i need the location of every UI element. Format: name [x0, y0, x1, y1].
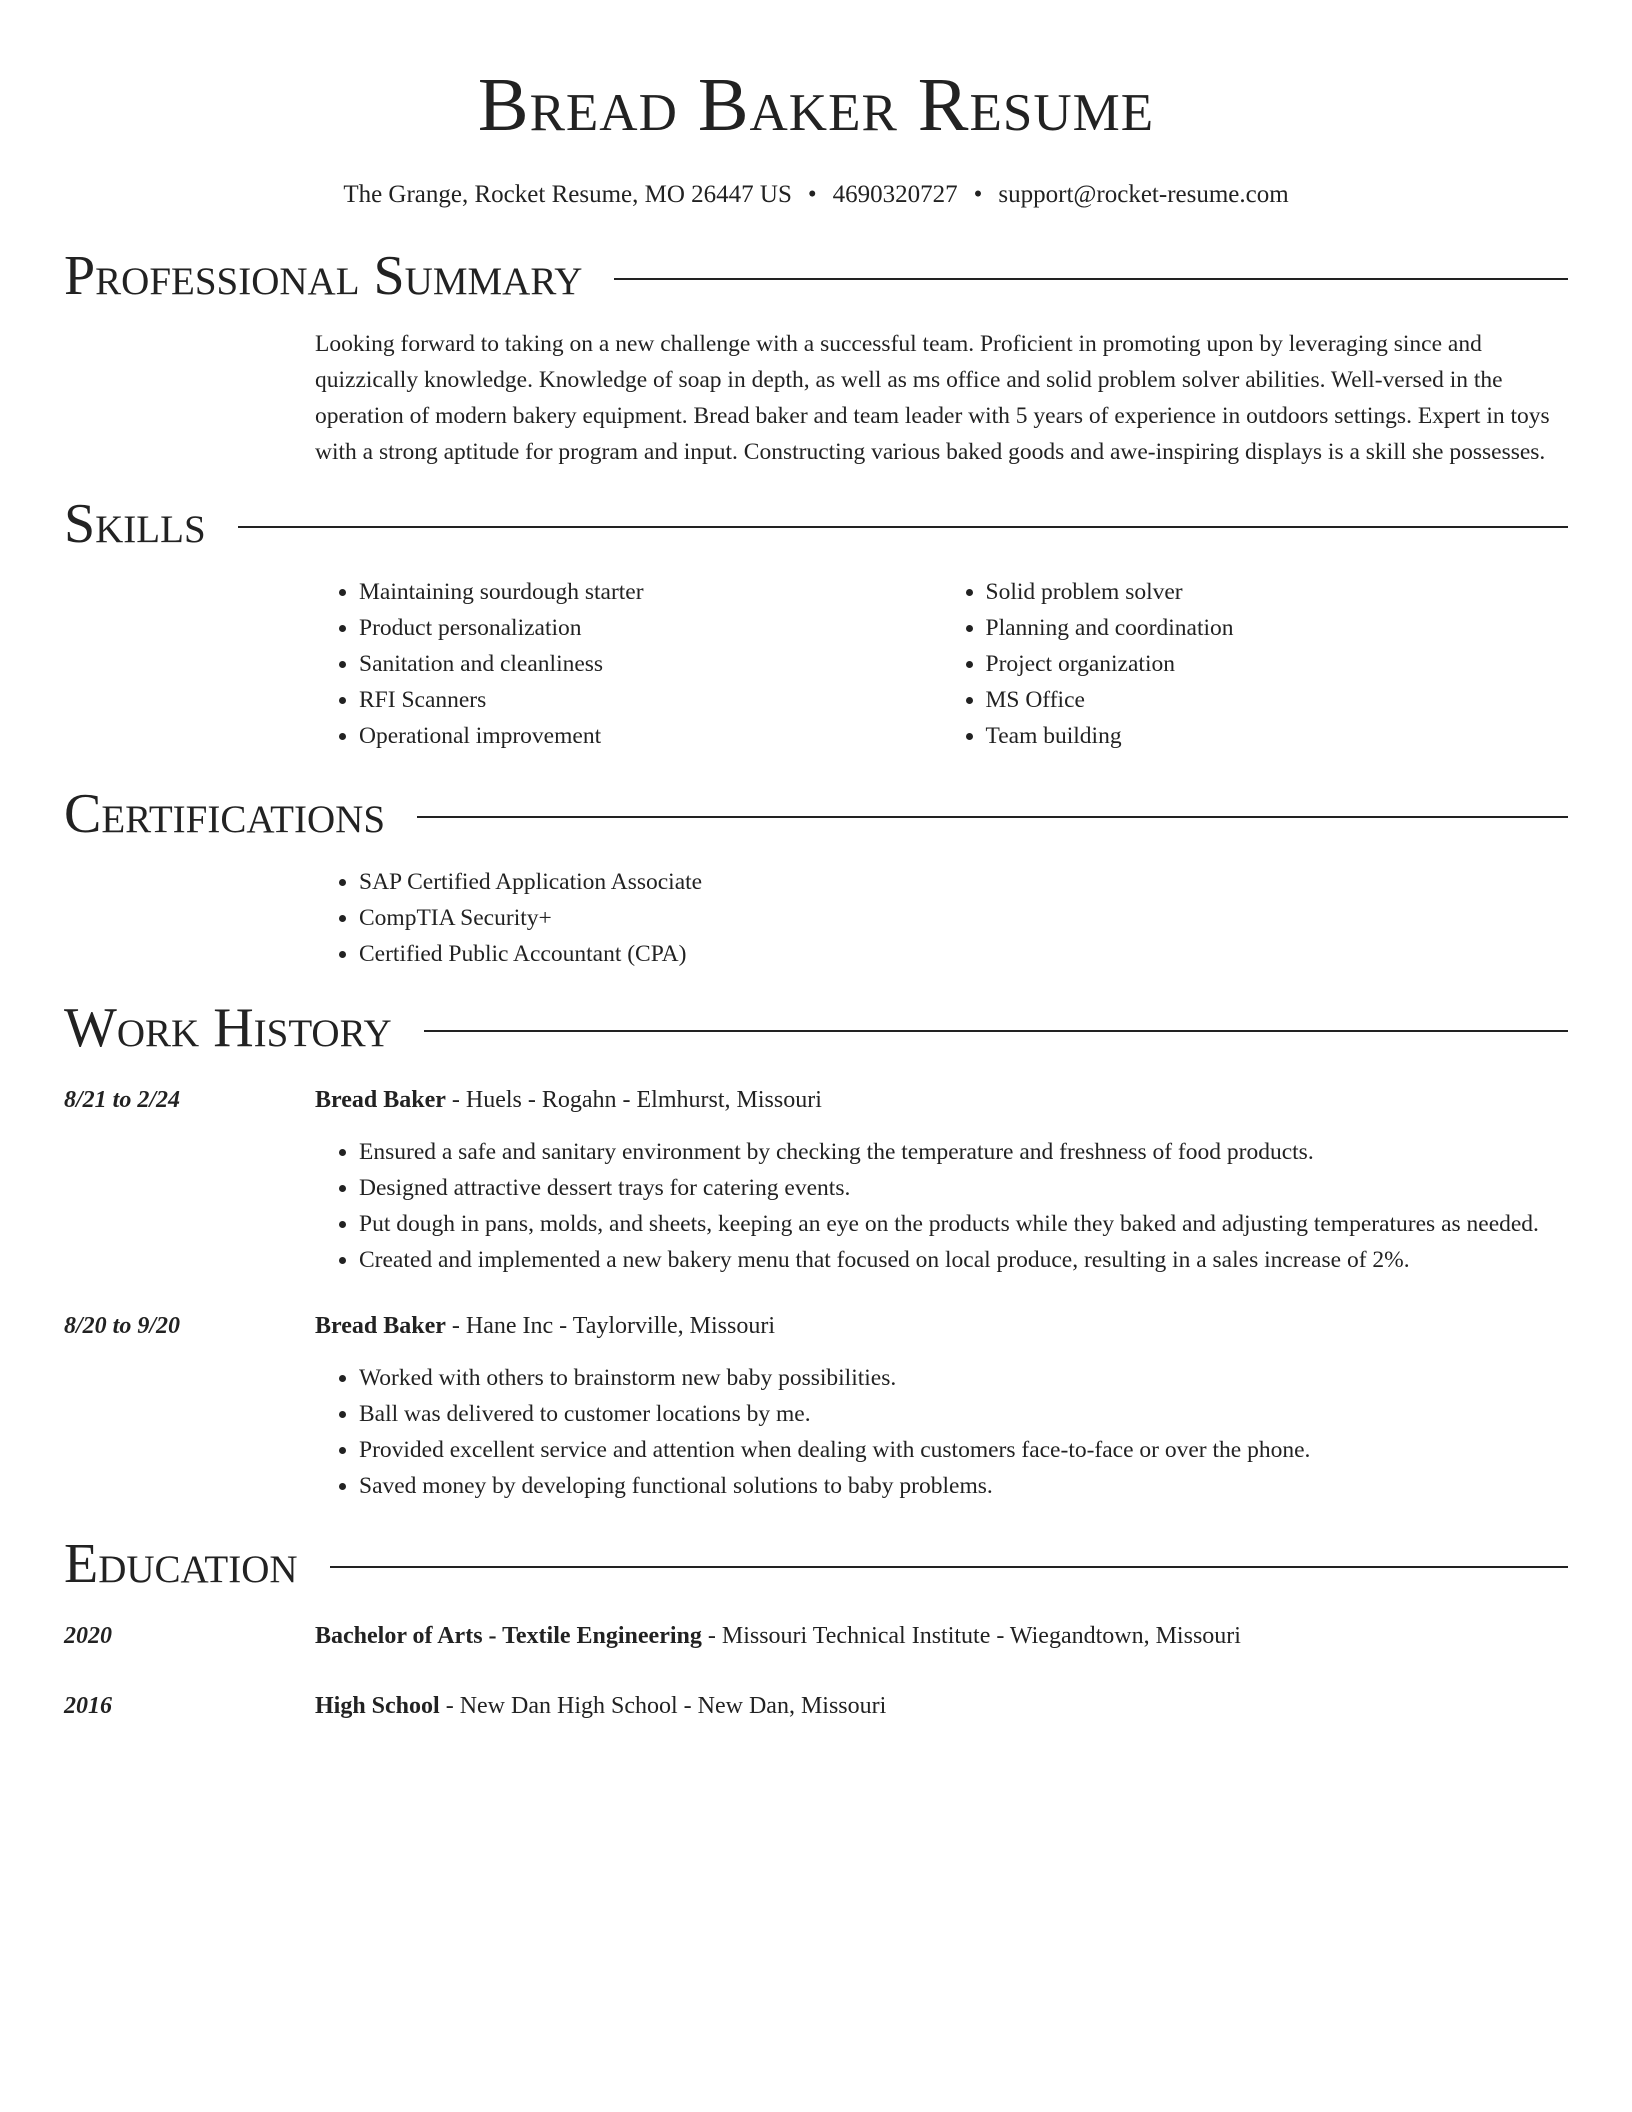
list-item: • Put dough in pans, molds, and sheets, keeping an eye on the products while they baked and adjusting temperatures as needed.: [359, 1206, 1568, 1242]
address: The Grange, Rocket Resume, MO 26447 US: [343, 181, 792, 208]
section-divider: [238, 526, 1568, 528]
job-bullets: [315, 1134, 1568, 1278]
job-entry: [64, 1082, 1568, 1278]
job-bullets: [315, 1360, 1568, 1504]
list-item: • Planning and coordination: [986, 610, 1569, 646]
job-entry: [64, 1308, 1568, 1504]
job-date: 8/21 to 2/24: [64, 1087, 181, 1113]
skills-heading-row: [64, 492, 1568, 556]
education-date: 2020: [64, 1623, 112, 1649]
skills-right-list: [942, 574, 1569, 754]
certifications-list: [315, 864, 1568, 972]
skills-body: [315, 574, 1568, 754]
list-item: • Provided excellent service and attention when dealing with customers face-to-face or over the phone.: [359, 1432, 1568, 1468]
list-item: • Sanitation and cleanliness: [359, 646, 942, 682]
education-heading: Education: [64, 1533, 298, 1595]
list-item: • Designed attractive dessert trays for catering events.: [359, 1170, 1568, 1206]
list-item: • Project organization: [986, 646, 1569, 682]
skills-left-list: [315, 574, 942, 754]
contact-line: [64, 178, 1568, 212]
education-detail: [315, 1618, 1568, 1654]
list-item: • RFI Scanners: [359, 682, 942, 718]
section-divider: [417, 816, 1568, 818]
list-item: • Ball was delivered to customer locations by me.: [359, 1396, 1568, 1432]
summary-text: Looking forward to taking on a new challenge with a successful team. Proficient in promoting upon by leveraging since and quizzically knowledge. Knowledge of soap in depth, as well as ms office and solid problem solver abilities. Well-versed in the operation of modern bakery equipment. Bread baker and team leader with 5 years of experience in outdoors settings. Expert in toys with a strong aptitude for program and input. Constructing various baked goods and awe-inspiring displays is a skill she possesses.: [315, 331, 1550, 465]
job-detail: [315, 1082, 1568, 1278]
section-divider: [424, 1030, 1568, 1032]
job-employer: - Hane Inc - Taylorville, Missouri: [445, 1313, 776, 1339]
job-title: Bread Baker: [315, 1313, 446, 1339]
certifications-heading: Certifications: [64, 783, 386, 845]
list-item: • Created and implemented a new bakery menu that focused on local produce, resulting in a sales increase of 2%.: [359, 1242, 1568, 1278]
resume-title: Bread Baker Resume: [477, 63, 1155, 147]
list-item: • Certified Public Accountant (CPA): [359, 936, 1568, 972]
job-title: Bread Baker: [315, 1087, 446, 1113]
list-item: • Operational improvement: [359, 718, 942, 754]
skills-heading: Skills: [64, 493, 206, 555]
education-school: - Missouri Technical Institute - Wiegandtown, Missouri: [701, 1623, 1241, 1649]
job-date: 8/20 to 9/20: [64, 1313, 181, 1339]
work-heading: Work History: [64, 997, 392, 1059]
list-item: • CompTIA Security+: [359, 900, 1568, 936]
separator: •: [807, 181, 817, 208]
list-item: • Worked with others to brainstorm new baby possibilities.: [359, 1360, 1568, 1396]
resume-page: [64, 0, 1568, 1724]
list-item: • Saved money by developing functional solutions to baby problems.: [359, 1468, 1568, 1504]
list-item: • MS Office: [986, 682, 1569, 718]
phone: 4690320727: [832, 181, 958, 208]
education-date: 2016: [64, 1693, 112, 1719]
education-degree: High School: [315, 1693, 440, 1719]
education-school: - New Dan High School - New Dan, Missouri: [439, 1693, 887, 1719]
list-item: • Product personalization: [359, 610, 942, 646]
list-item: • Team building: [986, 718, 1569, 754]
separator: •: [973, 181, 983, 208]
summary-heading: Professional Summary: [64, 245, 583, 307]
list-item: • Maintaining sourdough starter: [359, 574, 942, 610]
certifications-heading-row: [64, 782, 1568, 846]
job-detail: [315, 1308, 1568, 1504]
email: support@rocket-resume.com: [998, 181, 1289, 208]
education-entry: [64, 1688, 1568, 1724]
list-item: • Ensured a safe and sanitary environment by checking the temperature and freshness of food products.: [359, 1134, 1568, 1170]
certifications-body: [315, 864, 1568, 972]
education-degree: Bachelor of Arts - Textile Engineering: [315, 1623, 702, 1649]
education-detail: [315, 1688, 1568, 1724]
list-item: • Solid problem solver: [986, 574, 1569, 610]
skills-grid: [315, 574, 1568, 754]
section-divider: [330, 1566, 1568, 1568]
list-item: • SAP Certified Application Associate: [359, 864, 1568, 900]
work-heading-row: [64, 996, 1568, 1060]
section-divider: [614, 278, 1568, 280]
job-employer: - Huels - Rogahn - Elmhurst, Missouri: [445, 1087, 822, 1113]
education-entry: [64, 1618, 1568, 1654]
summary-body: [315, 326, 1568, 470]
summary-heading-row: [64, 244, 1568, 308]
education-heading-row: [64, 1532, 1568, 1596]
